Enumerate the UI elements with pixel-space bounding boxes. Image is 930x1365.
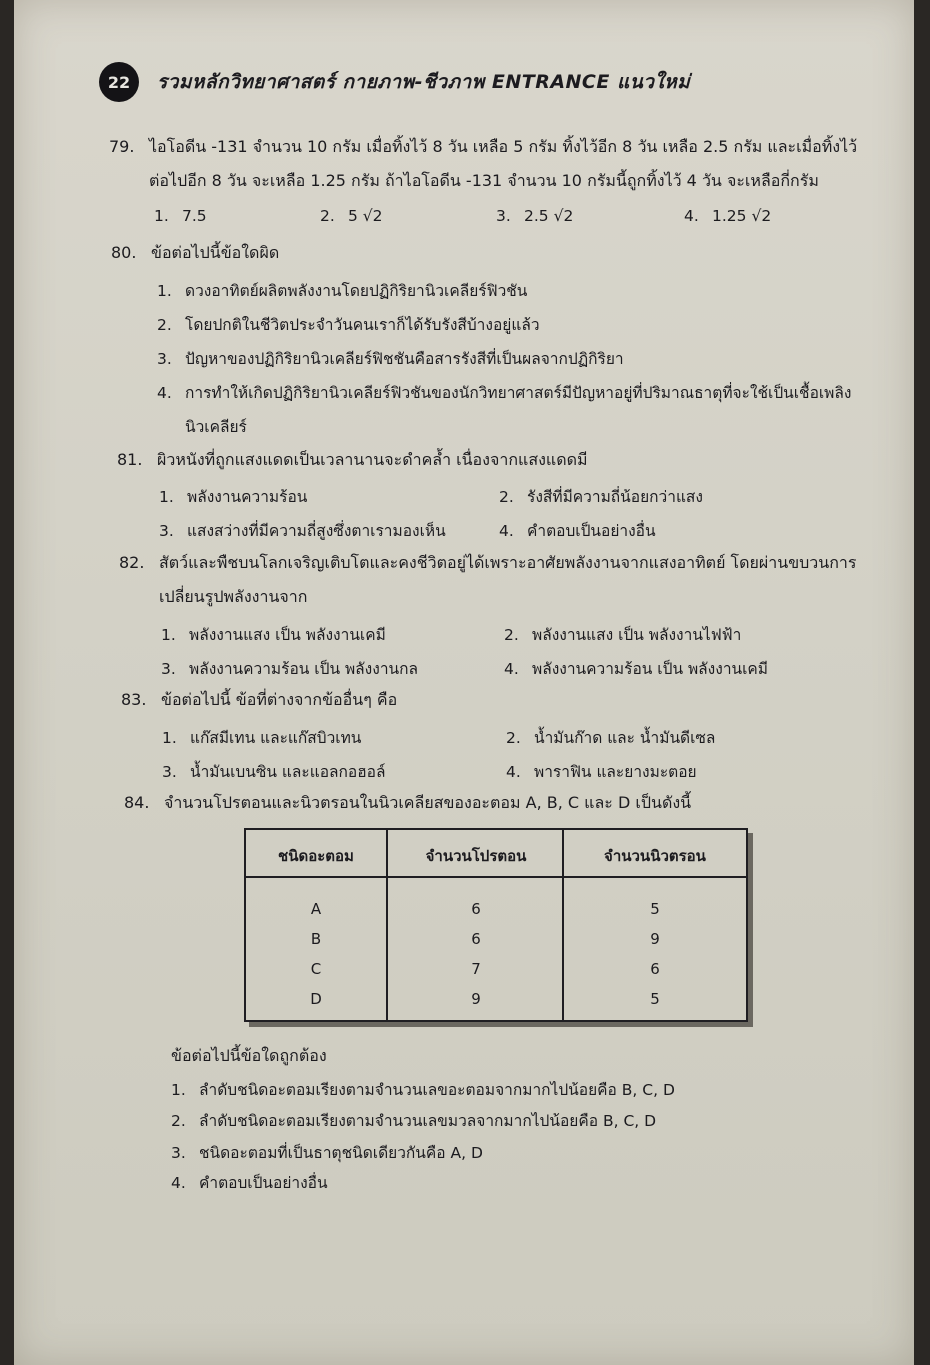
option-81-2: 2. รังสีที่มีความถี่น้อยกว่าแสง: [499, 488, 703, 506]
table-cell: B: [310, 930, 322, 948]
option-83-4: 4. พาราฟิน และยางมะตอย: [506, 763, 697, 781]
option-82-1: 1. พลังงานแสง เป็น พลังงานเคมี: [161, 626, 386, 644]
question-84-prompt: ข้อต่อไปนี้ข้อใดถูกต้อง: [171, 1046, 327, 1065]
question-number: 80.: [111, 243, 137, 262]
option-80-1: 1. ดวงอาทิตย์ผลิตพลังงานโดยปฏิกิริยานิวเคลียร์ฟิวชัน: [157, 282, 528, 300]
option-81-1: 1. พลังงานความร้อน: [159, 488, 308, 506]
option-83-3: 3. น้ำมันเบนซิน และแอลกอฮอล์: [162, 763, 386, 781]
question-text-line: ไอโอดีน -131 จำนวน 10 กรัม เมื่อทิ้งไว้ 8 วัน เหลือ 5 กรัม ทิ้งไว้อีก 8 วัน เหลือ 2.5 กรัม และเมื่อทิ้งไว้: [149, 137, 858, 156]
option-80-2: 2. โดยปกติในชีวิตประจำวันคนเราก็ได้รับรังสีบ้างอยู่แล้ว: [157, 316, 540, 334]
question-number: 83.: [121, 690, 147, 709]
question-text-line: จำนวนโปรตอนและนิวตรอนในนิวเคลียสของอะตอม A, B, C และ D เป็นดังนี้: [164, 793, 692, 812]
table-cell: D: [310, 990, 322, 1008]
question-text-line: เปลี่ยนรูปพลังงานจาก: [159, 587, 308, 606]
table-cell: A: [310, 900, 322, 918]
option-83-2: 2. น้ำมันก๊าด และ น้ำมันดีเซล: [506, 729, 716, 747]
option-84-4: 4. คำตอบเป็นอย่างอื่น: [171, 1174, 328, 1192]
option-81-3: 3. แสงสว่างที่มีความถี่สูงซึ่งตาเรามองเห็น: [159, 522, 446, 540]
table-header-cell: ชนิดอะตอม: [278, 847, 354, 865]
table-cell: 6: [471, 930, 481, 948]
table-cell: 5: [650, 900, 660, 918]
option-82-4: 4. พลังงานความร้อน เป็น พลังงานเคมี: [504, 660, 768, 678]
option-80-4: 4. การทำให้เกิดปฏิกิริยานิวเคลียร์ฟิวชันของนักวิทยาศาสตร์มีปัญหาอยู่ที่ปริมาณธาตุที่จะใช้เป็นเชื้อเพลิง: [157, 384, 852, 402]
question-text-line: สัตว์และพืชบนโลกเจริญเติบโตและคงชีวิตอยู่ได้เพราะอาศัยพลังงานจากแสงอาทิตย์ โดยผ่านขบวนการ: [159, 553, 857, 572]
page-header: [99, 62, 690, 102]
option-84-2: 2. ลำดับชนิดอะตอมเรียงตามจำนวนเลขมวลจากมากไปน้อยคือ B, C, D: [171, 1112, 657, 1130]
option-79-4: 4. 1.25 √2: [684, 207, 772, 225]
question-number: 84.: [124, 793, 150, 812]
table-header-cell: จำนวนนิวตรอน: [604, 847, 706, 865]
table-cell: 6: [471, 900, 481, 918]
question-number: 82.: [119, 553, 145, 572]
book-title: รวมหลักวิทยาศาสตร์ กายภาพ-ชีวภาพ ENTRANCE แนวใหม่: [157, 71, 691, 93]
option-80-4-continuation: นิวเคลียร์: [185, 418, 247, 436]
option-84-3: 3. ชนิดอะตอมที่เป็นธาตุชนิดเดียวกันคือ A, D: [171, 1144, 483, 1162]
page-number-badge: 22: [99, 62, 139, 102]
option-79-3: 3. 2.5 √2: [496, 207, 574, 225]
question-text-line: ข้อต่อไปนี้ ข้อที่ต่างจากข้ออื่นๆ คือ: [161, 690, 398, 709]
table-cell: 9: [471, 990, 481, 1008]
option-79-1: 1. 7.5: [154, 207, 207, 225]
table-header-cell: จำนวนโปรตอน: [425, 847, 527, 865]
option-79-2: 2. 5 √2: [320, 207, 383, 225]
option-83-1: 1. แก๊สมีเทน และแก๊สบิวเทน: [162, 729, 362, 747]
question-text-line: ผิวหนังที่ถูกแสงแดดเป็นเวลานานจะดำคล้ำ เนื่องจากแสงแดดมี: [157, 450, 588, 469]
option-81-4: 4. คำตอบเป็นอย่างอื่น: [499, 522, 656, 540]
table-cell: 7: [471, 960, 481, 978]
table-cell: 6: [650, 960, 660, 978]
question-text-line: ต่อไปอีก 8 วัน จะเหลือ 1.25 กรัม ถ้าไอโอดีน -131 จำนวน 10 กรัมนี้ถูกทิ้งไว้ 4 วัน จะเหลือกี่กรัม: [149, 171, 819, 190]
option-82-2: 2. พลังงานแสง เป็น พลังงานไฟฟ้า: [504, 626, 742, 644]
table-cell: C: [310, 960, 322, 978]
option-82-3: 3. พลังงานความร้อน เป็น พลังงานกล: [161, 660, 418, 678]
table-cell: 9: [650, 930, 660, 948]
question-text-line: ข้อต่อไปนี้ข้อใดผิด: [151, 243, 280, 262]
atom-data-table: [244, 828, 748, 1022]
question-number: 79.: [109, 137, 135, 156]
option-84-1: 1. ลำดับชนิดอะตอมเรียงตามจำนวนเลขอะตอมจากมากไปน้อยคือ B, C, D: [171, 1081, 675, 1099]
table-cell: 5: [650, 990, 660, 1008]
book-page: [14, 0, 914, 1365]
question-number: 81.: [117, 450, 143, 469]
option-80-3: 3. ปัญหาของปฏิกิริยานิวเคลียร์ฟิชชันคือสารรังสีที่เป็นผลจากปฏิกิริยา: [157, 350, 624, 368]
